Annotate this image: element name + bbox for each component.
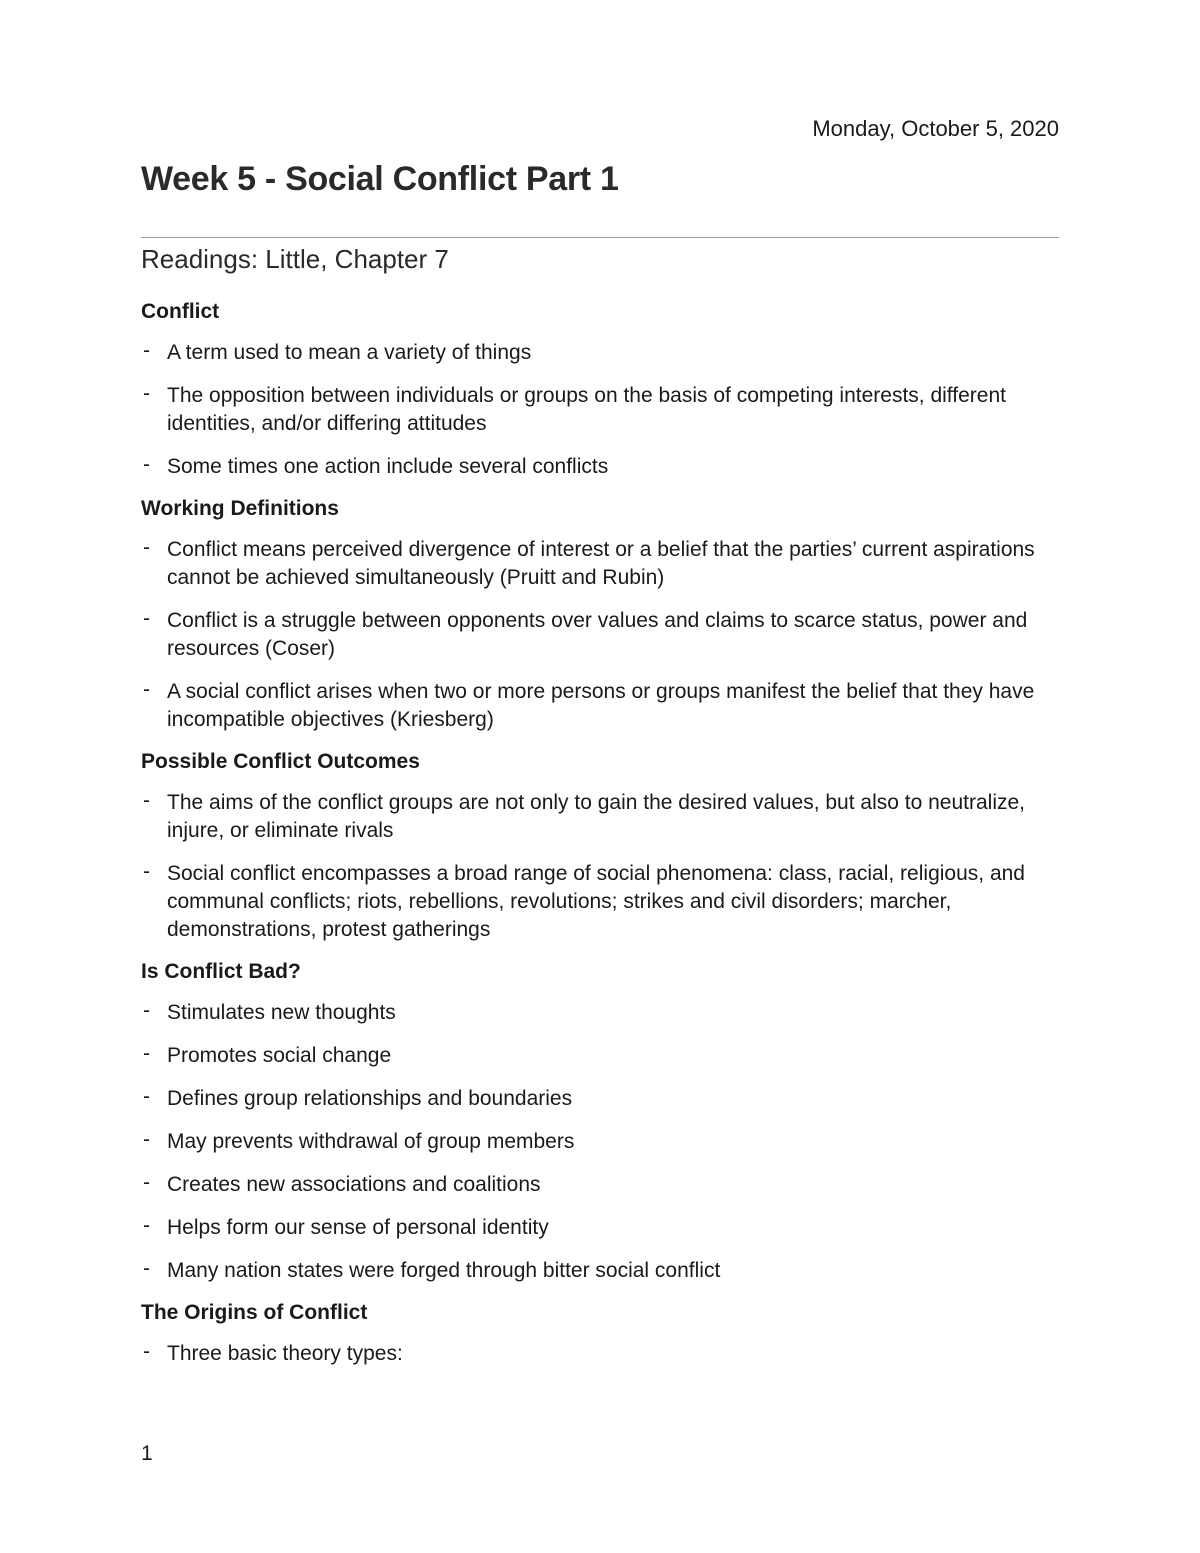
list-item-text: Conflict means perceived divergence of interest or a belief that the parties’ current aspirations cannot be achieved simultaneously (Pruitt and Rubin) — [167, 538, 1035, 589]
section-is-conflict-bad — [141, 959, 1059, 1285]
list-item-text: A social conflict arises when two or more persons or groups manifest the belief that they have incompatible objectives (Kriesberg) — [167, 680, 1035, 731]
section-heading: The Origins of Conflict — [141, 1301, 368, 1324]
list-item — [141, 1042, 1059, 1070]
bullet-dash: - — [143, 1340, 150, 1363]
list-item — [141, 453, 1059, 481]
list-item — [141, 339, 1059, 367]
list-item-text: Creates new associations and coalitions — [167, 1173, 541, 1196]
bullet-dash: - — [143, 382, 150, 405]
bullet-list — [141, 536, 1059, 734]
bullet-list — [141, 1340, 1059, 1368]
list-item — [141, 1340, 1059, 1368]
section-heading: Conflict — [141, 300, 220, 323]
bullet-dash: - — [143, 1128, 150, 1151]
section-heading: Working Definitions — [141, 497, 339, 520]
list-item — [141, 1214, 1059, 1242]
bullet-dash: - — [143, 1171, 150, 1194]
bullet-dash: - — [143, 678, 150, 701]
bullet-dash: - — [143, 453, 150, 476]
page-number: 1 — [141, 1442, 153, 1465]
list-item — [141, 1171, 1059, 1199]
bullet-dash: - — [143, 607, 150, 630]
bullet-dash: - — [143, 789, 150, 812]
list-item — [141, 607, 1059, 663]
page-title: Week 5 - Social Conflict Part 1 — [141, 160, 619, 198]
list-item — [141, 860, 1059, 944]
bullet-list — [141, 339, 1059, 481]
list-item — [141, 1128, 1059, 1156]
bullet-dash: - — [143, 1257, 150, 1280]
list-item-text: The aims of the conflict groups are not only to gain the desired values, but also to neutralize, injure, or eliminate rivals — [167, 791, 1025, 842]
section-working-definitions — [141, 496, 1059, 734]
list-item-text: Helps form our sense of personal identity — [167, 1216, 549, 1239]
bullet-dash: - — [143, 1085, 150, 1108]
list-item — [141, 678, 1059, 734]
bullet-dash: - — [143, 1042, 150, 1065]
list-item-text: Many nation states were forged through bitter social conflict — [167, 1259, 721, 1282]
notes-body — [141, 299, 1059, 1383]
date-line: Monday, October 5, 2020 — [812, 116, 1059, 141]
section-origins-of-conflict — [141, 1300, 1059, 1368]
list-item — [141, 1257, 1059, 1285]
list-item-text: Three basic theory types: — [167, 1342, 403, 1365]
list-item — [141, 536, 1059, 592]
bullet-list — [141, 789, 1059, 944]
bullet-list — [141, 999, 1059, 1285]
list-item-text: Social conflict encompasses a broad range of social phenomena: class, racial, religious, and communal conflicts; riots, rebellions, revolutions; strikes and civil disorders; marcher, demonstrations, protest gatherings — [167, 862, 1025, 941]
list-item-text: Some times one action include several conflicts — [167, 455, 609, 478]
list-item-text: Promotes social change — [167, 1044, 392, 1067]
bullet-dash: - — [143, 339, 150, 362]
list-item-text: May prevents withdrawal of group members — [167, 1130, 575, 1153]
list-item-text: Defines group relationships and boundaries — [167, 1087, 573, 1110]
list-item — [141, 1085, 1059, 1113]
section-heading: Possible Conflict Outcomes — [141, 750, 420, 773]
list-item — [141, 789, 1059, 845]
bullet-dash: - — [143, 860, 150, 883]
title-divider — [141, 237, 1059, 238]
list-item — [141, 382, 1059, 438]
list-item-text: A term used to mean a variety of things — [167, 341, 532, 364]
bullet-dash: - — [143, 536, 150, 559]
readings-line: Readings: Little, Chapter 7 — [141, 244, 449, 274]
section-possible-conflict-outcomes — [141, 749, 1059, 944]
bullet-dash: - — [143, 999, 150, 1022]
section-heading: Is Conflict Bad? — [141, 960, 301, 983]
section-conflict — [141, 299, 1059, 481]
list-item — [141, 999, 1059, 1027]
list-item-text: The opposition between individuals or groups on the basis of competing interests, different identities, and/or differing attitudes — [167, 384, 1006, 435]
list-item-text: Stimulates new thoughts — [167, 1001, 396, 1024]
list-item-text: Conflict is a struggle between opponents over values and claims to scarce status, power and resources (Coser) — [167, 609, 1028, 660]
bullet-dash: - — [143, 1214, 150, 1237]
